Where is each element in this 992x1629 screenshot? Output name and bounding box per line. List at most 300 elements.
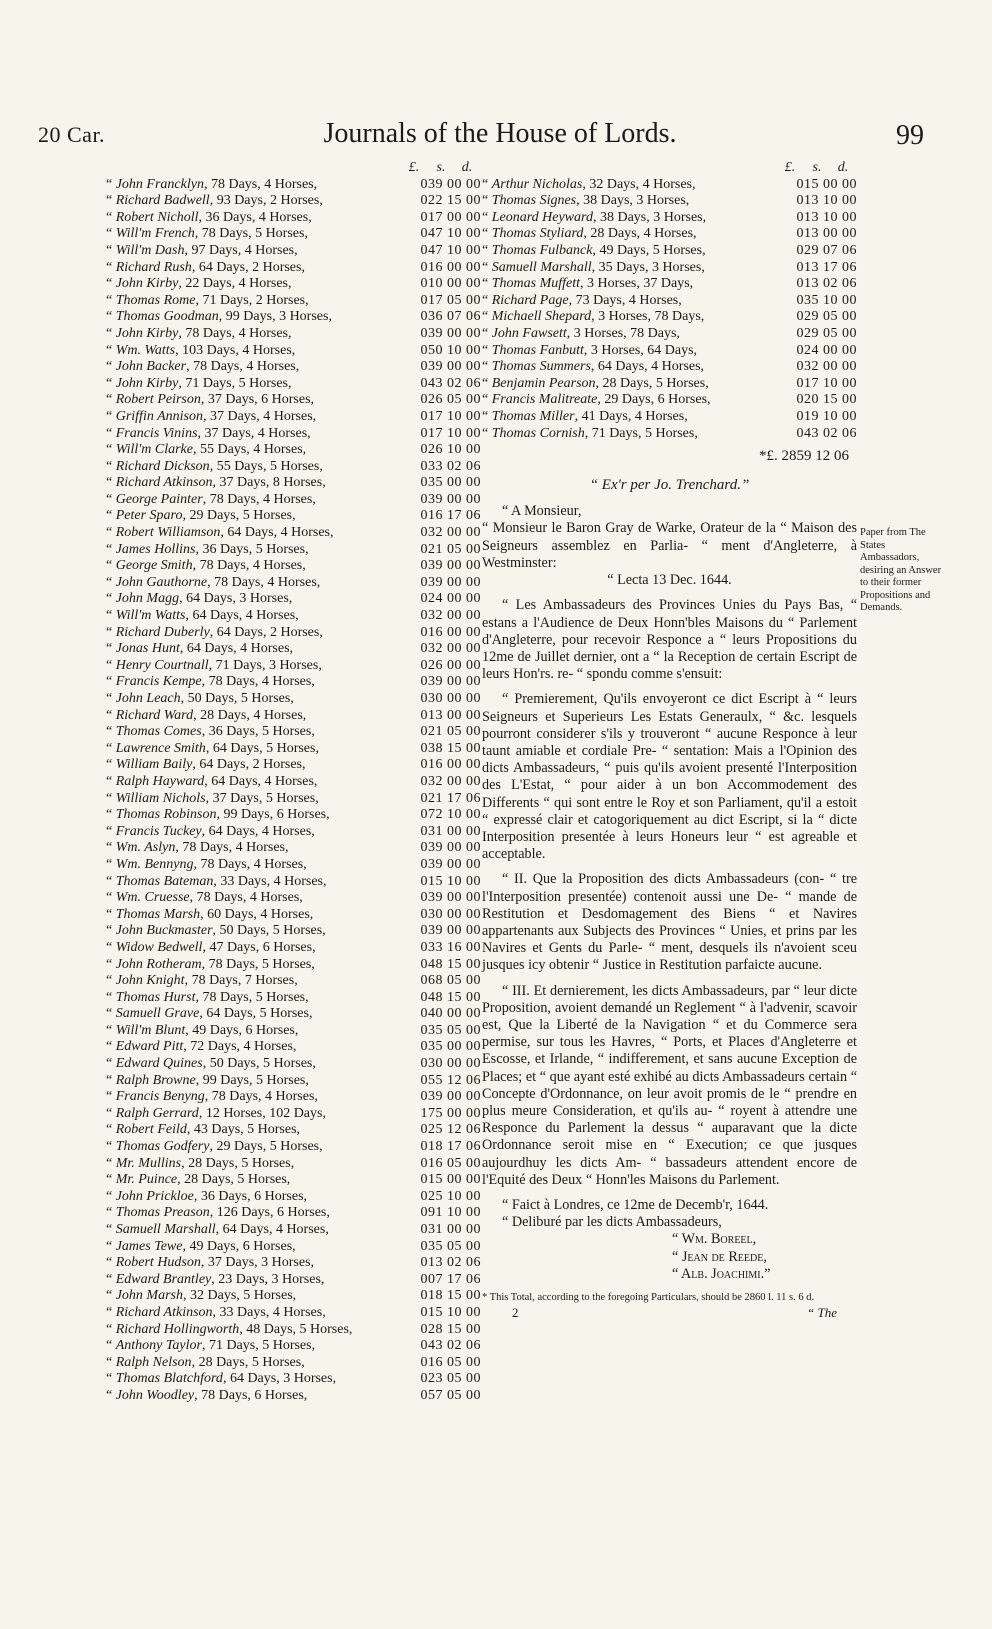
payment-amount: 013 02 06 — [796, 276, 857, 292]
payment-amount: 032 00 00 — [420, 773, 481, 789]
payment-amount: 021 05 00 — [420, 724, 481, 740]
payment-entry — [482, 260, 857, 277]
payee-name: “ Lawrence Smith, 64 Days, 5 Horses, — [106, 740, 319, 756]
payment-list-right — [482, 177, 857, 443]
payee-name: “ John Gauthorne, 78 Days, 4 Horses, — [106, 574, 321, 590]
pounds-label: £. — [784, 160, 796, 175]
payment-amount: 017 10 00 — [796, 375, 857, 391]
payment-amount: 048 15 00 — [420, 989, 481, 1005]
payment-entry — [106, 1239, 481, 1256]
payment-entry — [106, 1272, 481, 1289]
payment-amount: 021 05 00 — [420, 541, 481, 557]
letter-lecta: “ Lecta 13 Dec. 1644. — [607, 572, 732, 589]
payment-entry — [106, 525, 481, 542]
payment-entry — [106, 658, 481, 675]
payee-name: “ Thomas Muffett, 3 Horses, 37 Days, — [482, 276, 694, 292]
letter-deliberation: “ Deliburé par les dicts Ambassadeurs, — [502, 1214, 722, 1231]
payment-entry — [106, 1122, 481, 1139]
payment-amount: 016 17 06 — [420, 508, 481, 524]
payment-amount: 029 05 00 — [796, 325, 857, 341]
letter-address-2: “ Monsieur le Baron Gray de Warke, Orateur de la “ Maison des Seigneurs assemblez en Parlia- “ ment d'Angleterre, à Westminster: — [482, 520, 857, 571]
payment-entry — [106, 957, 481, 974]
payee-name: “ Edward Brantley, 23 Days, 3 Horses, — [106, 1271, 325, 1287]
payee-name: “ Will'm Dash, 97 Days, 4 Horses, — [106, 242, 298, 258]
payment-amount: 023 05 00 — [420, 1371, 481, 1387]
signature-boreel: “ Wm. Boreel, — [672, 1231, 757, 1248]
payment-amount: 013 10 00 — [796, 193, 857, 209]
payee-name: “ Widow Bedwell, 47 Days, 6 Horses, — [106, 939, 316, 955]
payment-amount: 020 15 00 — [796, 392, 857, 408]
payment-entry — [106, 741, 481, 758]
payment-entry — [106, 492, 481, 509]
payment-amount: 039 00 00 — [420, 674, 481, 690]
payment-amount: 029 05 00 — [796, 309, 857, 325]
payment-entry — [106, 1139, 481, 1156]
payment-amount: 017 05 00 — [420, 292, 481, 308]
payment-amount: 091 10 00 — [420, 1205, 481, 1221]
letter-paragraph-2: “ Premierement, Qu'ils envoyeront ce dict Escript à “ leurs Seigneurs et Superieurs Les Estats Generaulx, “ &c. lesquels pourront considerer s'ils y trouveront “ aucune Responce à leur taunt amiable et cordiale Pre- “ sentation: Mais a l'Opinion des dicts Ambassadeurs, “ puis qu'ils avoient presenté l'Interposition des L'Estat, “ pour aider à un bon Accommodement des Differents “ qui sont entre le Roy et son Parliament, qu'il a estoit “ expressé clair et catogoriquement au dict Escript, si la “ dicte Interposition presentée à leurs Honeurs leur “ est agreable et acceptable. — [482, 691, 857, 863]
payment-amount: 016 00 00 — [420, 259, 481, 275]
payment-amount: 035 10 00 — [796, 292, 857, 308]
payee-name: “ Thomas Bateman, 33 Days, 4 Horses, — [106, 873, 327, 889]
payee-name: “ Francis Tuckey, 64 Days, 4 Horses, — [106, 823, 315, 839]
payment-entry — [106, 1172, 481, 1189]
payee-name: “ Thomas Hurst, 78 Days, 5 Horses, — [106, 989, 309, 1005]
payment-amount: 057 05 00 — [420, 1387, 481, 1403]
payee-name: “ Robert Feild, 43 Days, 5 Horses, — [106, 1122, 301, 1138]
payment-entry — [106, 807, 481, 824]
payment-amount: 036 07 06 — [420, 309, 481, 325]
payee-name: “ Leonard Heyward, 38 Days, 3 Horses, — [482, 209, 707, 225]
payee-name: “ John Marsh, 32 Days, 5 Horses, — [106, 1288, 297, 1304]
payee-name: “ Francis Vinins, 37 Days, 4 Horses, — [106, 425, 311, 441]
payment-entry — [106, 558, 481, 575]
payee-name: “ Samuell Grave, 64 Days, 5 Horses, — [106, 1006, 313, 1022]
payee-name: “ Wm. Aslyn, 78 Days, 4 Horses, — [106, 840, 289, 856]
page-number: 99 — [896, 120, 924, 151]
payee-name: “ Arthur Nicholas, 32 Days, 4 Horses, — [482, 176, 696, 192]
payment-entry — [106, 691, 481, 708]
payment-entry — [106, 591, 481, 608]
pence-label: d. — [837, 160, 849, 175]
payment-amount: 039 00 00 — [420, 856, 481, 872]
payment-amount: 033 16 00 — [420, 939, 481, 955]
payee-name: “ Robert Hudson, 37 Days, 3 Horses, — [106, 1255, 315, 1271]
payee-name: “ Robert Nicholl, 36 Days, 4 Horses, — [106, 209, 312, 225]
payment-amount: 016 00 00 — [420, 624, 481, 640]
payment-amount: 013 10 00 — [796, 209, 857, 225]
payee-name: “ Henry Courtnall, 71 Days, 3 Horses, — [106, 657, 322, 673]
payee-name: “ George Smith, 78 Days, 4 Horses, — [106, 558, 306, 574]
payment-entry — [106, 575, 481, 592]
payee-name: “ Thomas Fanbutt, 3 Horses, 64 Days, — [482, 342, 698, 358]
payment-entry — [106, 973, 481, 990]
payee-name: “ Wm. Watts, 103 Days, 4 Horses, — [106, 342, 296, 358]
payment-entry — [106, 608, 481, 625]
payment-entry — [482, 376, 857, 393]
payee-name: “ Mr. Mullins, 28 Days, 5 Horses, — [106, 1155, 295, 1171]
payment-amount: 016 05 00 — [420, 1155, 481, 1171]
payment-amount: 013 00 00 — [420, 707, 481, 723]
payee-name: “ Ralph Hayward, 64 Days, 4 Horses, — [106, 773, 318, 789]
pounds-label: £. — [408, 160, 420, 175]
payment-entry — [106, 392, 481, 409]
payment-entry — [106, 1388, 481, 1405]
payee-name: “ Thomas Summers, 64 Days, 4 Horses, — [482, 359, 705, 375]
payment-amount: 035 05 00 — [420, 1022, 481, 1038]
payment-entry — [482, 210, 857, 227]
payee-name: “ Francis Malitreate, 29 Days, 6 Horses, — [482, 392, 711, 408]
payment-entry — [482, 343, 857, 360]
payee-name: “ Will'm French, 78 Days, 5 Horses, — [106, 226, 308, 242]
payment-amount: 016 05 00 — [420, 1354, 481, 1370]
payment-entry — [106, 1089, 481, 1106]
payment-amount: 175 00 00 — [420, 1105, 481, 1121]
payment-entry — [106, 1322, 481, 1339]
left-column — [106, 160, 481, 1405]
payee-name: “ George Painter, 78 Days, 4 Horses, — [106, 491, 316, 507]
payment-amount: 032 00 00 — [420, 641, 481, 657]
payment-amount: 031 00 00 — [420, 823, 481, 839]
payee-name: “ Thomas Signes, 38 Days, 3 Horses, — [482, 193, 690, 209]
shillings-label: s. — [812, 160, 822, 175]
payment-amount: 035 00 00 — [420, 475, 481, 491]
payment-entry — [106, 226, 481, 243]
payment-amount: 032 00 00 — [420, 608, 481, 624]
payment-amount: 015 00 00 — [796, 176, 857, 192]
payee-name: “ Samuell Marshall, 64 Days, 4 Horses, — [106, 1222, 329, 1237]
payment-amount: 048 15 00 — [420, 956, 481, 972]
payee-name: “ Richard Page, 73 Days, 4 Horses, — [482, 292, 682, 308]
payee-name: “ Robert Peirson, 37 Days, 6 Horses, — [106, 392, 315, 408]
payee-name: “ Griffin Annison, 37 Days, 4 Horses, — [106, 408, 317, 424]
payment-amount: 038 15 00 — [420, 740, 481, 756]
payment-amount: 039 00 00 — [420, 325, 481, 341]
payment-amount: 031 00 00 — [420, 1222, 481, 1237]
payment-entry — [106, 1205, 481, 1222]
payee-name: “ Samuell Marshall, 35 Days, 3 Horses, — [482, 259, 705, 275]
payment-entry — [106, 724, 481, 741]
payment-entry — [106, 1222, 481, 1239]
regnal-year: 20 Car. — [38, 122, 106, 147]
letter-paragraph-3: “ II. Que la Proposition des dicts Ambassadeurs (con- “ tre l'Interposition presentée) contenoit aussi une De- “ mande de Restitution et Desdomagement des Biens “ et Navires appartenants aux Subjects des Provinces “ Unies, et prins par les Navires et Gents du Parle- “ ment, desquels ils n'avoient sceu jusques icy obtenir “ Justice in Restitution parfaicte aucune. — [482, 871, 857, 974]
payee-name: “ John Woodley, 78 Days, 6 Horses, — [106, 1387, 308, 1403]
payee-name: “ James Hollins, 36 Days, 5 Horses, — [106, 541, 309, 557]
payee-name: “ James Tewe, 49 Days, 6 Horses, — [106, 1238, 296, 1254]
payment-entry — [106, 1305, 481, 1322]
payee-name: “ John Backer, 78 Days, 4 Horses, — [106, 359, 300, 375]
payee-name: “ Will'm Clarke, 55 Days, 4 Horses, — [106, 442, 307, 458]
payee-name: “ Thomas Rome, 71 Days, 2 Horses, — [106, 292, 309, 308]
payee-name: “ Jonas Hunt, 64 Days, 4 Horses, — [106, 641, 294, 657]
payment-entry — [106, 177, 481, 194]
payment-amount: 007 17 06 — [420, 1271, 481, 1287]
payee-name: “ Richard Duberly, 64 Days, 2 Horses, — [106, 624, 323, 640]
payee-name: “ John Buckmaster, 50 Days, 5 Horses, — [106, 923, 326, 939]
payee-name: “ Ralph Nelson, 28 Days, 5 Horses, — [106, 1354, 305, 1370]
payment-entry — [106, 293, 481, 310]
payee-name: “ Thomas Blatchford, 64 Days, 3 Horses, — [106, 1371, 337, 1387]
total-footnote: * This Total, according to the foregoing Particulars, should be 2860 l. 11 s. 6 d. — [482, 1292, 815, 1304]
payment-entry — [106, 990, 481, 1007]
payee-name: “ John Leach, 50 Days, 5 Horses, — [106, 691, 294, 706]
payee-name: “ John Prickloe, 36 Days, 6 Horses, — [106, 1188, 308, 1204]
payment-amount: 039 00 00 — [420, 491, 481, 507]
payment-list-left — [106, 177, 481, 1405]
payment-entry — [106, 1371, 481, 1388]
payment-amount: 018 17 06 — [420, 1139, 481, 1155]
payee-name: “ Richard Hollingworth, 48 Days, 5 Horses, — [106, 1321, 353, 1337]
payment-entry — [106, 210, 481, 227]
payment-entry — [106, 475, 481, 492]
payment-entry — [106, 857, 481, 874]
pence-label: d. — [461, 160, 473, 175]
payment-amount: 039 00 00 — [420, 558, 481, 574]
payment-amount: 010 00 00 — [420, 276, 481, 292]
payee-name: “ William Nichols, 37 Days, 5 Horses, — [106, 790, 319, 806]
running-title: Journals of the House of Lords. — [323, 118, 677, 149]
letter-address-1: “ A Monsieur, — [502, 503, 582, 520]
payment-amount: 035 05 00 — [420, 1238, 481, 1254]
payment-entry — [106, 1156, 481, 1173]
page-header — [0, 118, 992, 158]
payment-entry — [106, 907, 481, 924]
payment-entry — [482, 226, 857, 243]
payment-amount: 039 00 00 — [420, 840, 481, 856]
payment-entry — [106, 309, 481, 326]
payee-name: “ Wm. Cruesse, 78 Days, 4 Horses, — [106, 890, 303, 906]
payee-name: “ John Francklyn, 78 Days, 4 Horses, — [106, 176, 318, 192]
payment-amount: 039 00 00 — [420, 176, 481, 192]
payee-name: “ Benjamin Pearson, 28 Days, 5 Horses, — [482, 375, 709, 391]
payment-amount: 043 02 06 — [796, 425, 857, 441]
payment-amount: 015 10 00 — [420, 1304, 481, 1320]
payment-amount: 026 05 00 — [420, 392, 481, 408]
payment-entry — [106, 409, 481, 426]
shillings-label: s. — [436, 160, 446, 175]
payment-entry — [106, 276, 481, 293]
payee-name: “ Thomas Preason, 126 Days, 6 Horses, — [106, 1205, 330, 1221]
payee-name: “ Michaell Shepard, 3 Horses, 78 Days, — [482, 309, 705, 325]
payment-entry — [106, 426, 481, 443]
payment-amount: 029 07 06 — [796, 242, 857, 258]
payee-name: “ Richard Dickson, 55 Days, 5 Horses, — [106, 458, 323, 474]
payment-amount: 035 00 00 — [420, 1039, 481, 1055]
ambassadors-letter — [482, 503, 857, 1320]
payee-name: “ Richard Rush, 64 Days, 2 Horses, — [106, 259, 305, 275]
payment-amount: 039 00 00 — [420, 359, 481, 375]
payee-name: “ Richard Atkinson, 33 Days, 4 Horses, — [106, 1304, 326, 1320]
payee-name: “ Thomas Godfery, 29 Days, 5 Horses, — [106, 1139, 323, 1155]
payee-name: “ John Kirby, 22 Days, 4 Horses, — [106, 276, 292, 292]
payment-amount: 039 00 00 — [420, 1089, 481, 1105]
payment-amount: 016 00 00 — [420, 757, 481, 773]
payment-amount: 032 00 00 — [420, 525, 481, 541]
payment-amount: 013 17 06 — [796, 259, 857, 275]
payee-name: “ Will'm Blunt, 49 Days, 6 Horses, — [106, 1022, 299, 1038]
payee-name: “ Thomas Cornish, 71 Days, 5 Horses, — [482, 425, 698, 441]
payment-amount: 047 10 00 — [420, 242, 481, 258]
money-header — [482, 160, 857, 177]
payee-name: “ Thomas Styliard, 28 Days, 4 Horses, — [482, 226, 697, 242]
payment-amount: 030 00 00 — [420, 1056, 481, 1072]
catchword: “ The — [807, 1305, 837, 1321]
payee-name: “ John Magg, 64 Days, 3 Horses, — [106, 591, 293, 607]
payment-entry — [482, 193, 857, 210]
payment-amount: 025 10 00 — [420, 1188, 481, 1204]
payment-entry — [482, 309, 857, 326]
payee-name: “ Thomas Robinson, 99 Days, 6 Horses, — [106, 807, 330, 823]
payee-name: “ Ralph Browne, 99 Days, 5 Horses, — [106, 1072, 309, 1088]
payment-entry — [106, 243, 481, 260]
payment-amount: 017 10 00 — [420, 408, 481, 424]
payment-entry — [106, 459, 481, 476]
payment-entry — [106, 326, 481, 343]
payment-entry — [482, 293, 857, 310]
payment-entry — [482, 392, 857, 409]
payment-entry — [482, 243, 857, 260]
payee-name: “ Edward Pitt, 72 Days, 4 Horses, — [106, 1039, 297, 1055]
payment-entry — [106, 1106, 481, 1123]
payment-amount: 050 10 00 — [420, 342, 481, 358]
payment-entry — [106, 1189, 481, 1206]
payment-amount: 024 00 00 — [796, 342, 857, 358]
payment-amount: 055 12 06 — [420, 1072, 481, 1088]
payee-name: “ Ralph Gerrard, 12 Horses, 102 Days, — [106, 1105, 326, 1121]
signature-reede: “ Jean de Reede, — [672, 1248, 767, 1265]
examined-by: “ Ex'r per Jo. Trenchard.” — [589, 476, 750, 493]
payment-entry — [482, 276, 857, 293]
payment-amount: 015 00 00 — [420, 1172, 481, 1188]
payment-entry — [106, 260, 481, 277]
payment-amount: 043 02 06 — [420, 1338, 481, 1354]
letter-dateline: “ Faict à Londres, ce 12me de Decemb'r, 1644. — [502, 1197, 769, 1213]
payment-entry — [106, 708, 481, 725]
signature-mark: 2 — [512, 1305, 519, 1321]
letter-paragraph-1: “ Les Ambassadeurs des Provinces Unies du Pays Bas, “ estans a l'Audience de Deux Honn'bles Maisons du “ Parlement d'Angleterre, pour recevoir Responce a “ leurs Propositions du 12me de Juillet dernier, ont a “ la Reception de certain Escript de leurs Hon'rs. re- “ spondu comme s'ensuit: — [482, 597, 857, 683]
payment-entry — [106, 940, 481, 957]
payee-name: “ Thomas Marsh, 60 Days, 4 Horses, — [106, 906, 314, 922]
payee-name: “ Francis Kempe, 78 Days, 4 Horses, — [106, 674, 315, 690]
payment-entry — [106, 625, 481, 642]
payee-name: “ John Knight, 78 Days, 7 Horses, — [106, 973, 298, 989]
payee-name: “ Richard Badwell, 93 Days, 2 Horses, — [106, 193, 323, 209]
payment-amount: 039 00 00 — [420, 574, 481, 590]
payment-amount: 015 10 00 — [420, 873, 481, 889]
payee-name: “ Mr. Puince, 28 Days, 5 Horses, — [106, 1172, 291, 1188]
payment-entry — [106, 508, 481, 525]
payment-entry — [106, 376, 481, 393]
payee-name: “ William Baily, 64 Days, 2 Horses, — [106, 757, 306, 773]
payee-name: “ Thomas Fulbanck, 49 Days, 5 Horses, — [482, 242, 706, 258]
payment-amount: 032 00 00 — [796, 359, 857, 375]
payment-amount: 021 17 06 — [420, 790, 481, 806]
payment-entry — [106, 641, 481, 658]
payment-amount: 030 00 00 — [420, 691, 481, 706]
payee-name: “ John Kirby, 71 Days, 5 Horses, — [106, 375, 292, 391]
payment-amount: 013 02 06 — [420, 1255, 481, 1271]
payment-entry — [482, 426, 857, 443]
letter-paragraph-4: “ III. Et dernierement, les dicts Ambassadeurs, par “ leur dicte Proposition, avoient demandé un Reglement “ à l'advenir, scavoir est, Que la Liberté de la Navigation “ et du Commerce sera permise, sur tous les Havres, “ Ports, et Places d'Angleterre et Escosse, et Irlande, “ indifferement, et sans aucune Exception de Places; et “ que ayant esté exhibé au dicts Ambassadeurs certain “ Concepte d'Ordonnance, on leur avoit promis de le “ prendre en plus meure Consideration, et qu'ils au- “ royent à attendre une Responce du Parlement la dessus “ auparavant que la dicte Ordonnance seroit mise en “ Execution; ce que jusques aujourdhuy les dicts Am- “ bassadeurs attendent encore de l'Equité des Deux “ Honn'les Maisons du Parlement. — [482, 982, 857, 1188]
money-header — [106, 160, 481, 177]
payment-entry — [106, 343, 481, 360]
payment-entry — [106, 923, 481, 940]
payment-entry — [482, 409, 857, 426]
payee-name: “ John Fawsett, 3 Horses, 78 Days, — [482, 325, 680, 341]
payment-entry — [106, 1023, 481, 1040]
payment-entry — [106, 542, 481, 559]
payment-amount: 026 00 00 — [420, 657, 481, 673]
payee-name: “ Anthony Taylor, 71 Days, 5 Horses, — [106, 1338, 316, 1354]
payment-entry — [106, 1073, 481, 1090]
right-column — [482, 160, 857, 1320]
payment-amount: 017 00 00 — [420, 209, 481, 225]
payment-entry — [106, 1056, 481, 1073]
payment-amount: 068 05 00 — [420, 973, 481, 989]
payment-entry — [106, 890, 481, 907]
payment-amount: 043 02 06 — [420, 375, 481, 391]
payment-entry — [106, 442, 481, 459]
payment-amount: 017 10 00 — [420, 425, 481, 441]
payee-name: “ John Kirby, 78 Days, 4 Horses, — [106, 325, 292, 341]
payment-amount: 072 10 00 — [420, 807, 481, 823]
payment-amount: 024 00 00 — [420, 591, 481, 607]
payment-entry — [106, 840, 481, 857]
payment-amount: 030 00 00 — [420, 906, 481, 922]
payment-entry — [106, 774, 481, 791]
payment-entry — [106, 193, 481, 210]
payment-amount: 013 00 00 — [796, 226, 857, 242]
payee-name: “ Robert Williamson, 64 Days, 4 Horses, — [106, 525, 334, 541]
payee-name: “ Francis Benyng, 78 Days, 4 Horses, — [106, 1089, 318, 1105]
payment-amount: 022 15 00 — [420, 193, 481, 209]
payment-amount: 039 00 00 — [420, 890, 481, 906]
payment-entry — [106, 757, 481, 774]
payee-name: “ John Rotheram, 78 Days, 5 Horses, — [106, 956, 315, 972]
signature-joachimi: “ Alb. Joachimi.” — [672, 1265, 771, 1282]
payment-entry — [106, 1006, 481, 1023]
margin-note: Paper from The States Ambassadors, desiring an Answer to their former Propositions and Demands. — [860, 527, 942, 613]
payment-entry — [106, 674, 481, 691]
payee-name: “ Thomas Comes, 36 Days, 5 Horses, — [106, 724, 315, 740]
payee-name: “ Richard Ward, 28 Days, 4 Horses, — [106, 707, 307, 723]
payment-amount: 033 02 06 — [420, 458, 481, 474]
payment-entry — [482, 326, 857, 343]
payee-name: “ Thomas Miller, 41 Days, 4 Horses, — [482, 408, 688, 424]
payee-name: “ Peter Sparo, 29 Days, 5 Horses, — [106, 508, 296, 524]
payment-entry — [106, 1288, 481, 1305]
payee-name: “ Wm. Bennyng, 78 Days, 4 Horses, — [106, 856, 307, 872]
payment-entry — [106, 1039, 481, 1056]
payment-amount: 025 12 06 — [420, 1122, 481, 1138]
payment-amount: 019 10 00 — [796, 408, 857, 424]
payment-entry — [106, 1355, 481, 1372]
payee-name: “ Will'm Watts, 64 Days, 4 Horses, — [106, 608, 299, 624]
payee-name: “ Thomas Goodman, 99 Days, 3 Horses, — [106, 309, 332, 325]
payment-entry — [106, 359, 481, 376]
payment-entry — [106, 1338, 481, 1355]
payment-entry — [482, 177, 857, 194]
payment-amount: 018 15 00 — [420, 1288, 481, 1304]
payment-amount: 047 10 00 — [420, 226, 481, 242]
payment-amount: 026 10 00 — [420, 442, 481, 458]
payment-entry — [482, 359, 857, 376]
payee-name: “ Edward Quines, 50 Days, 5 Horses, — [106, 1056, 316, 1072]
payment-entry — [106, 824, 481, 841]
grand-total: *£. 2859 12 06 — [759, 448, 849, 465]
payment-entry — [106, 874, 481, 891]
payment-amount: 040 00 00 — [420, 1006, 481, 1022]
